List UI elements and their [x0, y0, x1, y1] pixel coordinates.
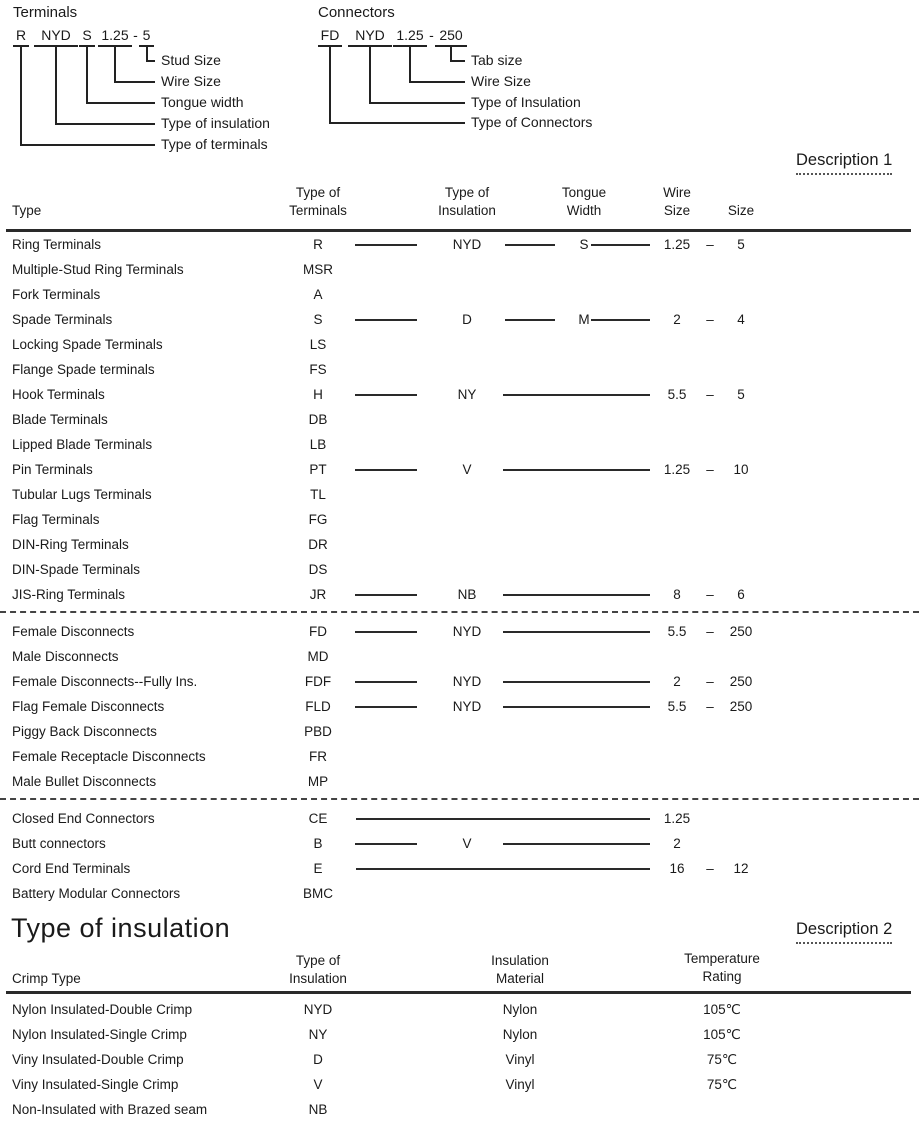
wire-size-value: 1.25	[663, 462, 691, 477]
terminals-callout-label: Wire Size	[161, 73, 221, 89]
row-type-name: Multiple-Stud Ring Terminals	[12, 262, 184, 277]
col-header-insulation-material: Insulation Material	[491, 953, 549, 986]
insulation-code: NY	[308, 1027, 328, 1042]
table-row	[0, 482, 919, 507]
connectors-code-token: FD	[318, 27, 342, 47]
range-dash: –	[706, 587, 714, 602]
insulation-code: V	[462, 462, 472, 477]
connectors-callout-hline	[329, 122, 465, 124]
terminals-callout-vline	[20, 46, 22, 146]
crimp-type-name: Nylon Insulated-Double Crimp	[12, 1002, 193, 1017]
terminals-callout-label: Type of terminals	[161, 136, 268, 152]
insulation-material: Vinyl	[505, 1077, 535, 1092]
terminal-code: MP	[307, 774, 329, 789]
connectors-code-token: 250	[435, 27, 467, 47]
row-type-name: Female Receptacle Disconnects	[12, 749, 206, 764]
connector-line	[355, 631, 417, 633]
connector-line	[505, 244, 555, 246]
range-dash: –	[706, 699, 714, 714]
table2-header-rule	[6, 991, 911, 994]
wire-size-value: 16	[669, 861, 685, 876]
temperature-rating: 105℃	[703, 1027, 741, 1042]
terminal-code: FS	[309, 362, 327, 377]
terminal-code: LS	[309, 337, 327, 352]
col-header-temperature-rating: Temperature Rating	[684, 951, 760, 984]
connector-line	[355, 706, 417, 708]
insulation-code: V	[313, 1077, 323, 1092]
connector-line	[503, 843, 650, 845]
size-value: 5	[737, 237, 745, 252]
table-row	[0, 769, 919, 794]
table-row	[0, 507, 919, 532]
terminal-code: E	[313, 861, 323, 876]
wire-size-value: 5.5	[667, 387, 687, 402]
insulation-material: Nylon	[502, 1027, 538, 1042]
row-type-name: Blade Terminals	[12, 412, 108, 427]
crimp-type-name: Nylon Insulated-Single Crimp	[12, 1027, 187, 1042]
type-of-insulation-heading: Type of insulation	[11, 913, 231, 943]
table-row	[0, 669, 919, 694]
terminal-code: FDF	[304, 674, 332, 689]
terminal-code: TL	[310, 487, 326, 502]
row-type-name: Locking Spade Terminals	[12, 337, 163, 352]
connector-line	[503, 394, 650, 396]
description-1-label: Description 1	[796, 151, 892, 175]
terminal-code: FR	[309, 749, 327, 764]
section-divider	[0, 798, 919, 800]
row-type-name: Tubular Lugs Terminals	[12, 487, 152, 502]
connectors-code-token: 1.25	[393, 27, 427, 47]
terminal-code: S	[313, 312, 323, 327]
range-dash: –	[706, 312, 714, 327]
table-row	[0, 1097, 919, 1122]
table-row	[0, 532, 919, 557]
temperature-rating: 75℃	[706, 1077, 738, 1092]
description-2-label: Description 2	[796, 920, 892, 944]
table-row	[0, 744, 919, 769]
row-type-name: DIN-Ring Terminals	[12, 537, 129, 552]
connector-line	[355, 594, 417, 596]
terminals-callout-vline	[114, 46, 116, 83]
table-row	[0, 719, 919, 744]
table-row	[0, 1047, 919, 1072]
terminal-code: A	[313, 287, 323, 302]
row-type-name: JIS-Ring Terminals	[12, 587, 126, 602]
row-type-name: Ring Terminals	[12, 237, 102, 252]
wire-size-value: 2	[673, 674, 681, 689]
insulation-code: NB	[308, 1102, 328, 1117]
connectors-code-token: -	[429, 27, 434, 43]
row-type-name: Flange Spade terminals	[12, 362, 155, 377]
terminal-code: JR	[309, 587, 327, 602]
wire-size-value: 5.5	[667, 699, 687, 714]
col-header-type-of-terminals: Type of Terminals	[289, 185, 347, 218]
table-row	[0, 644, 919, 669]
section-divider	[0, 611, 919, 613]
terminals-code-token: R	[13, 27, 29, 47]
table-row	[0, 694, 919, 719]
col-header-type-of-insulation: Type of Insulation	[438, 185, 496, 218]
connectors-callout-vline	[369, 46, 371, 104]
insulation-code: D	[313, 1052, 323, 1067]
crimp-type-name: Viny Insulated-Single Crimp	[12, 1077, 179, 1092]
terminals-callout-label: Stud Size	[161, 52, 221, 68]
col-header-size: Size	[727, 203, 755, 218]
table-row	[0, 806, 919, 831]
connector-line	[355, 681, 417, 683]
terminals-code-token: -	[133, 27, 138, 43]
table-row	[0, 382, 919, 407]
table-row	[0, 997, 919, 1022]
connectors-callout-vline	[329, 46, 331, 124]
row-type-name: Fork Terminals	[12, 287, 101, 302]
range-dash: –	[706, 387, 714, 402]
wire-size-value: 5.5	[667, 624, 687, 639]
size-value: 250	[729, 674, 753, 689]
connector-line	[355, 469, 417, 471]
connector-line	[503, 469, 650, 471]
row-type-name: Piggy Back Disconnects	[12, 724, 157, 739]
connector-line	[355, 394, 417, 396]
terminals-code-token: 1.25	[98, 27, 132, 47]
connectors-callout-label: Type of Connectors	[471, 114, 593, 130]
connectors-callout-label: Wire Size	[471, 73, 531, 89]
row-type-name: DIN-Spade Terminals	[12, 562, 141, 577]
connector-line	[356, 818, 650, 820]
insulation-material: Vinyl	[505, 1052, 535, 1067]
row-type-name: Closed End Connectors	[12, 811, 155, 826]
table-row	[0, 357, 919, 382]
connectors-callout-label: Type of Insulation	[471, 94, 581, 110]
wire-size-value: 2	[673, 836, 681, 851]
terminals-callout-hline	[114, 81, 155, 83]
table-row	[0, 856, 919, 881]
size-value: 250	[729, 624, 753, 639]
size-value: 6	[737, 587, 745, 602]
table-row	[0, 881, 919, 906]
temperature-rating: 75℃	[706, 1052, 738, 1067]
connector-line	[356, 868, 650, 870]
connectors-callout-vline	[409, 46, 411, 83]
connector-line	[355, 319, 417, 321]
table-row	[0, 257, 919, 282]
insulation-code: NYD	[452, 674, 482, 689]
connectors-callout-hline	[369, 102, 465, 104]
range-dash: –	[706, 462, 714, 477]
terminal-code: DS	[308, 562, 328, 577]
insulation-code: NYD	[452, 699, 482, 714]
size-value: 5	[737, 387, 745, 402]
terminal-code: MD	[307, 649, 329, 664]
terminal-code: H	[313, 387, 323, 402]
row-type-name: Hook Terminals	[12, 387, 105, 402]
connector-line	[505, 319, 555, 321]
size-value: 12	[733, 861, 749, 876]
table-row	[0, 282, 919, 307]
insulation-code: V	[462, 836, 472, 851]
table-row	[0, 432, 919, 457]
terminal-code: PBD	[304, 724, 332, 739]
insulation-code: D	[462, 312, 472, 327]
temperature-rating: 105℃	[703, 1002, 741, 1017]
col-header-type: Type	[12, 203, 42, 218]
terminals-code-token: S	[79, 27, 95, 47]
terminals-callout-hline	[20, 144, 155, 146]
wire-size-value: 1.25	[663, 237, 691, 252]
table-row	[0, 457, 919, 482]
connectors-callout-hline	[450, 60, 465, 62]
terminal-code: FG	[308, 512, 328, 527]
terminal-code: CE	[308, 811, 328, 826]
terminals-diagram-title: Terminals	[13, 4, 78, 21]
size-value: 10	[733, 462, 749, 477]
row-type-name: Lipped Blade Terminals	[12, 437, 153, 452]
terminal-code: B	[313, 836, 323, 851]
table-row	[0, 1022, 919, 1047]
row-type-name: Female Disconnects	[12, 624, 135, 639]
terminal-code: FD	[309, 624, 327, 639]
wire-size-value: 1.25	[663, 811, 691, 826]
wire-size-value: 2	[673, 312, 681, 327]
insulation-material: Nylon	[502, 1002, 538, 1017]
terminals-callout-hline	[86, 102, 155, 104]
size-value: 250	[729, 699, 753, 714]
connector-line	[355, 244, 417, 246]
table-row	[0, 619, 919, 644]
row-type-name: Female Disconnects--Fully Ins.	[12, 674, 198, 689]
table-row	[0, 232, 919, 257]
terminal-code: BMC	[303, 886, 333, 901]
col-header-type-of-insulation-2: Type of Insulation	[289, 953, 347, 986]
row-type-name: Flag Terminals	[12, 512, 100, 527]
range-dash: –	[706, 624, 714, 639]
table-row	[0, 1072, 919, 1097]
col-header-wire-size: Wire Size	[663, 185, 691, 218]
tongue-width-code: M	[578, 312, 590, 327]
row-type-name: Male Disconnects	[12, 649, 119, 664]
row-type-name: Spade Terminals	[12, 312, 113, 327]
range-dash: –	[706, 861, 714, 876]
terminal-code: PT	[309, 462, 327, 477]
connector-line	[503, 681, 650, 683]
insulation-code: NYD	[303, 1002, 333, 1017]
connector-line	[355, 843, 417, 845]
terminals-callout-hline	[146, 60, 155, 62]
insulation-code: NYD	[452, 624, 482, 639]
row-type-name: Flag Female Disconnects	[12, 699, 165, 714]
terminals-callout-label: Type of insulation	[161, 115, 270, 131]
connectors-callout-label: Tab size	[471, 52, 523, 68]
terminals-callout-vline	[86, 46, 88, 104]
row-type-name: Cord End Terminals	[12, 861, 131, 876]
terminals-code-token: 5	[139, 27, 154, 47]
terminals-code-token: NYD	[34, 27, 78, 47]
insulation-code: NB	[457, 587, 477, 602]
range-dash: –	[706, 237, 714, 252]
table-row	[0, 332, 919, 357]
table-row	[0, 307, 919, 332]
terminal-code: R	[313, 237, 323, 252]
crimp-type-name: Viny Insulated-Double Crimp	[12, 1052, 184, 1067]
wire-size-value: 8	[673, 587, 681, 602]
size-value: 4	[737, 312, 745, 327]
table-row	[0, 831, 919, 856]
range-dash: –	[706, 674, 714, 689]
row-type-name: Battery Modular Connectors	[12, 886, 181, 901]
table-row	[0, 582, 919, 607]
terminals-callout-label: Tongue width	[161, 94, 244, 110]
connectors-diagram-title: Connectors	[318, 4, 395, 21]
connectors-code-token: NYD	[348, 27, 392, 47]
row-type-name: Butt connectors	[12, 836, 106, 851]
tongue-width-code: S	[579, 237, 589, 252]
col-header-tongue-width: Tongue Width	[561, 185, 607, 218]
row-type-name: Male Bullet Disconnects	[12, 774, 157, 789]
crimp-type-name: Non-Insulated with Brazed seam	[12, 1102, 208, 1117]
connector-line	[503, 706, 650, 708]
terminal-code: FLD	[305, 699, 331, 714]
terminal-code: MSR	[303, 262, 333, 277]
terminals-callout-hline	[55, 123, 155, 125]
terminals-callout-vline	[55, 46, 57, 125]
insulation-code: NYD	[452, 237, 482, 252]
connectors-callout-hline	[409, 81, 465, 83]
connector-line	[503, 594, 650, 596]
table-row	[0, 557, 919, 582]
terminal-code: DR	[308, 537, 328, 552]
table-row	[0, 407, 919, 432]
col-header-crimp-type: Crimp Type	[12, 971, 81, 986]
terminal-code: LB	[309, 437, 327, 452]
connector-line	[503, 631, 650, 633]
row-type-name: Pin Terminals	[12, 462, 93, 477]
insulation-code: NY	[457, 387, 477, 402]
terminal-code: DB	[308, 412, 328, 427]
